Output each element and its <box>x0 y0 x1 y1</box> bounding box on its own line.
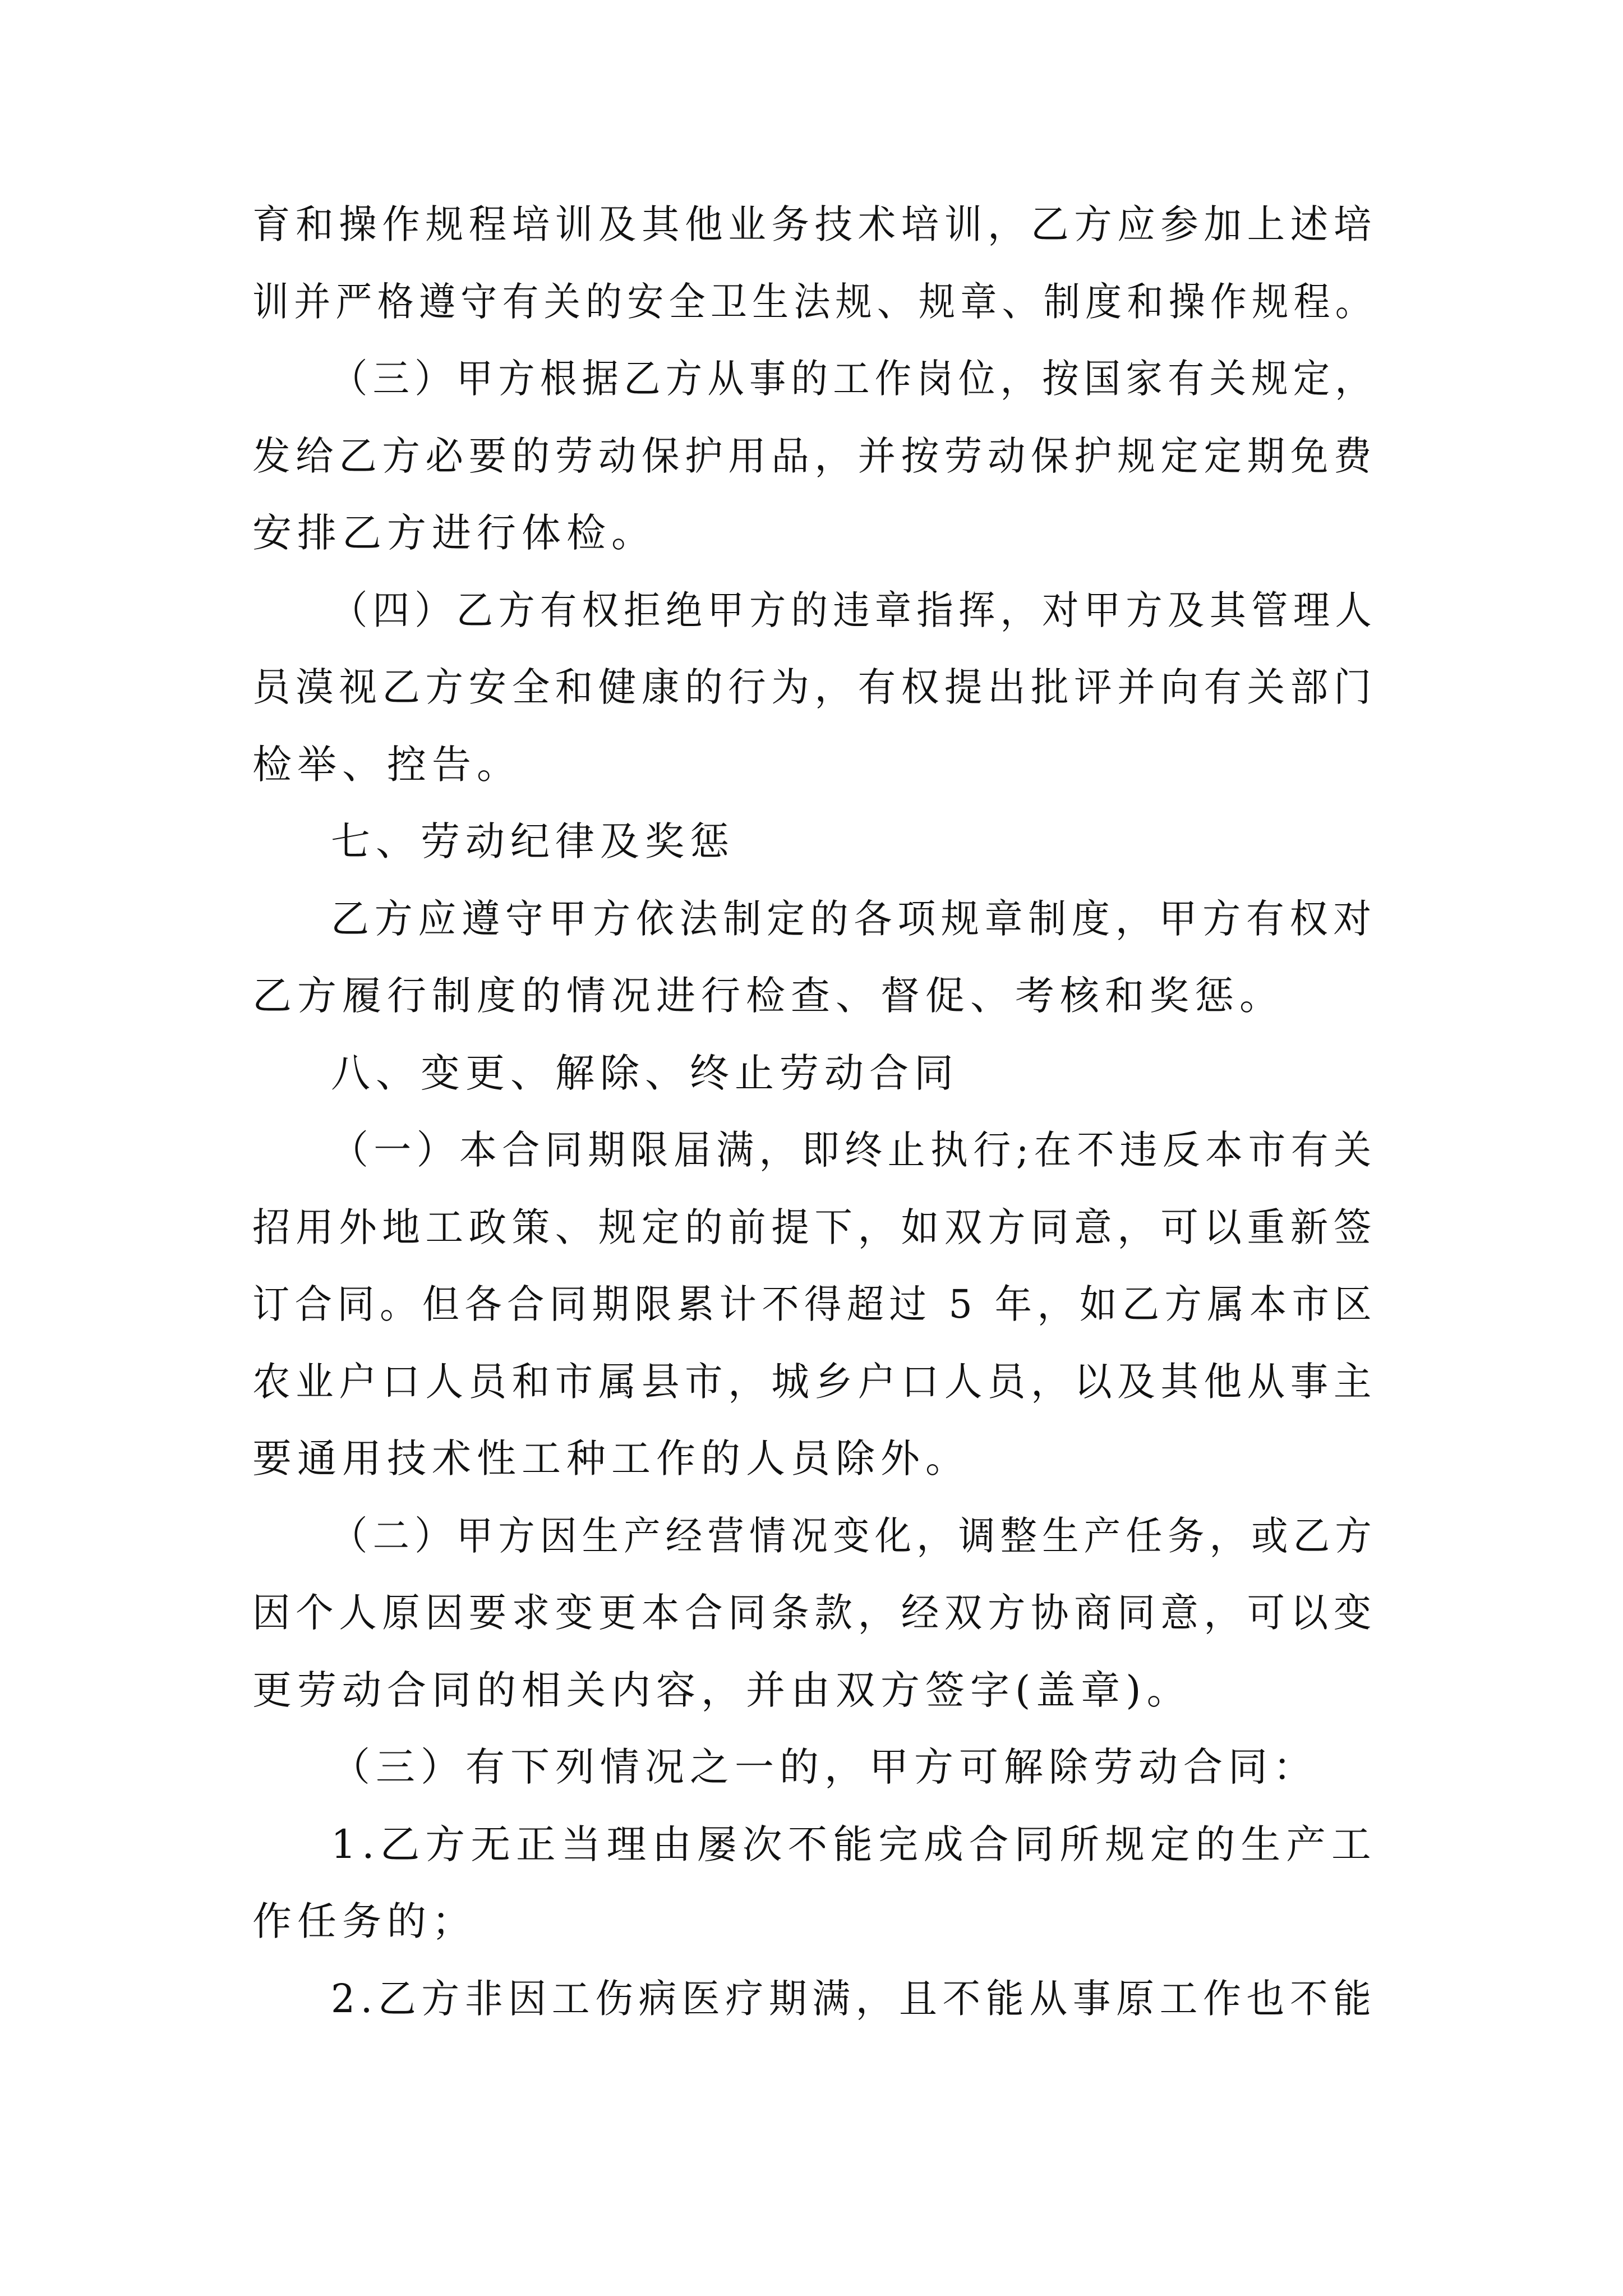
text-line: 八、变更、解除、终止劳动合同 <box>331 1050 959 1096</box>
text-line: （四）乙方有权拒绝甲方的违章指挥，对甲方及其管理人 <box>331 587 1377 633</box>
text-line: 乙方履行制度的情况进行检查、督促、考核和奖惩。 <box>252 973 1284 1019</box>
text-line: （二）甲方因生产经营情况变化，调整生产任务，或乙方 <box>331 1512 1377 1559</box>
text-line: 育和操作规程培训及其他业务技术培训，乙方应参加上述培 <box>252 201 1377 247</box>
text-line: 2.乙方非因工伤病医疗期满，且不能从事原工作也不能 <box>331 1975 1377 2022</box>
text-line: （三）有下列情况之一的，甲方可解除劳动合同： <box>331 1744 1318 1790</box>
text-line: 发给乙方必要的劳动保护用品，并按劳动保护规定定期免费 <box>252 432 1377 479</box>
text-line: 招用外地工政策、规定的前提下，如双方同意，可以重新签 <box>252 1204 1377 1250</box>
text-line: （三）甲方根据乙方从事的工作岗位，按国家有关规定， <box>331 356 1377 402</box>
text-line: 要通用技术性工种工作的人员除外。 <box>252 1435 970 1481</box>
text-line: 订合同。但各合同期限累计不得超过 5 年，如乙方属本市区 <box>252 1281 1377 1327</box>
text-line: 1.乙方无正当理由屡次不能完成合同所规定的生产工 <box>331 1821 1377 1867</box>
text-line: 农业户口人员和市属县市，城乡户口人员，以及其他从事主 <box>252 1358 1377 1405</box>
text-line: 因个人原因要求变更本合同条款，经双方协商同意，可以变 <box>252 1590 1377 1636</box>
text-line: 更劳动合同的相关内容，并由双方签字(盖章)。 <box>252 1667 1192 1713</box>
text-line: 乙方应遵守甲方依法制定的各项规章制度，甲方有权对 <box>331 895 1377 942</box>
text-line: 安排乙方进行体检。 <box>252 510 656 556</box>
text-line: 作任务的； <box>252 1898 477 1944</box>
text-line: 训并严格遵守有关的安全卫生法规、规章、制度和操作规程。 <box>252 278 1377 325</box>
text-line: （一）本合同期限届满，即终止执行;在不违反本市有关 <box>331 1127 1377 1173</box>
text-line: 七、劳动纪律及奖惩 <box>331 818 735 864</box>
text-line: 检举、控告。 <box>252 741 522 788</box>
text-line: 员漠视乙方安全和健康的行为，有权提出批评并向有关部门 <box>252 664 1377 710</box>
